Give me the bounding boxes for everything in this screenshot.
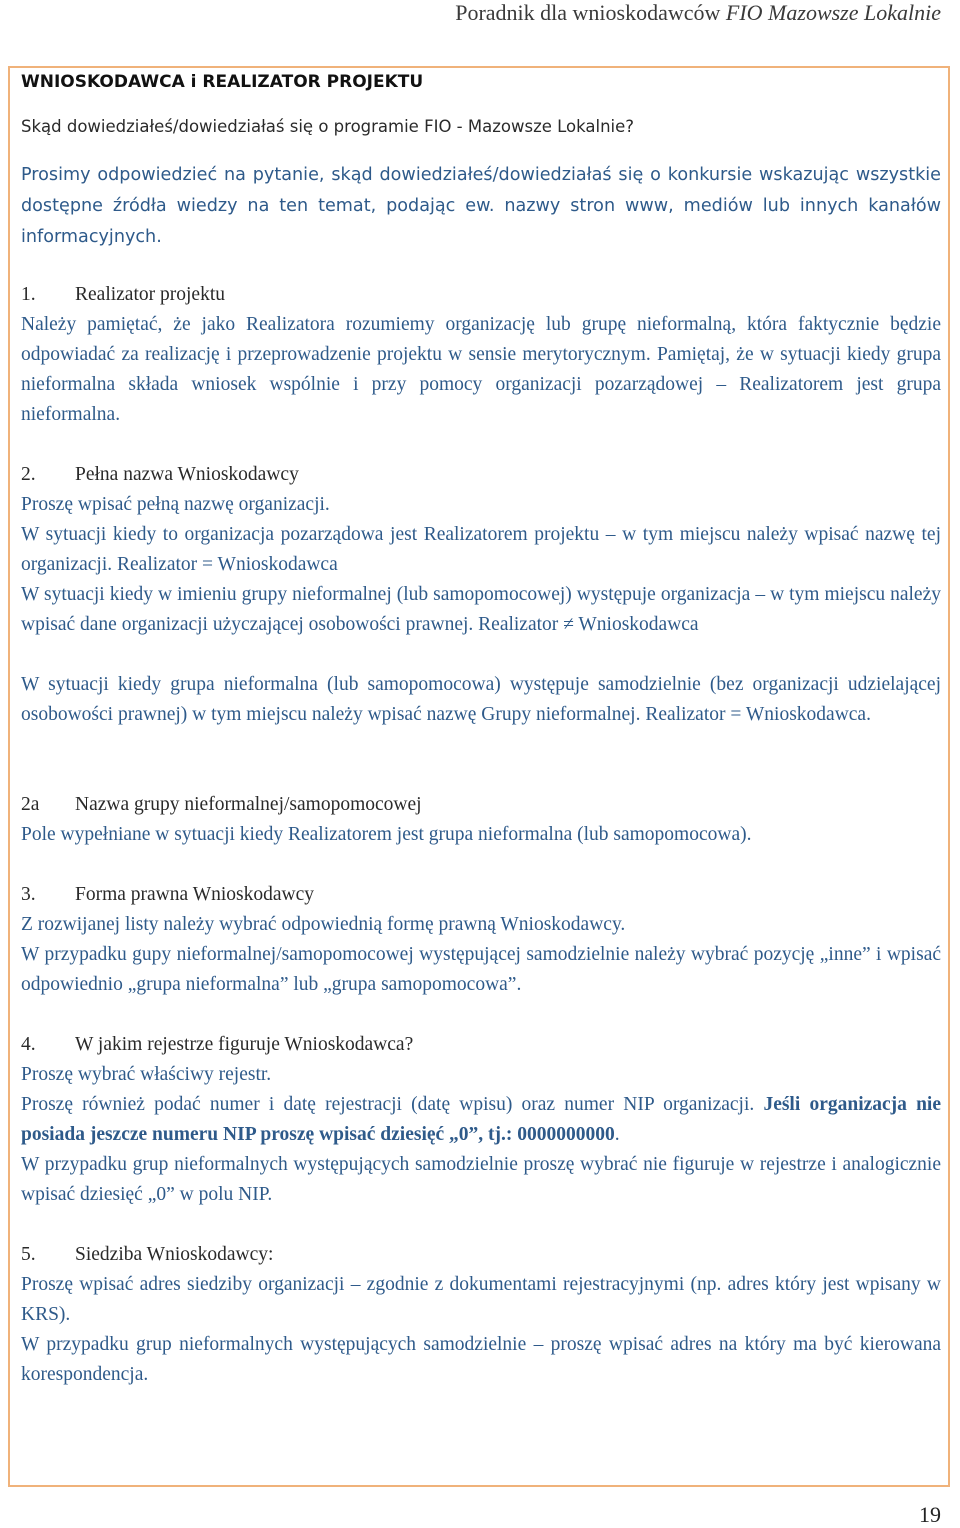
item1-text-part2: Pamiętaj, że w sytuacji kiedy grupa nieformalna składa wniosek wspólnie i przy pomocy organizacji pozarządowej – Realizatorem jest grupa nieformalna. [21, 344, 941, 425]
intro-instruction: Prosimy odpowiedzieć na pytanie, skąd dowiedziałeś/dowiedziałaś się o konkursie wskazując wszystkie dostępne źródła wiedzy na ten temat, podając ew. nazwy stron www, mediów lub innych kanałów informacyjnych. [21, 165, 941, 247]
item4-line2-end: . [614, 1124, 620, 1145]
item5-line2: W przypadku grup nieformalnych występujących samodzielnie – proszę wpisać adres na który ma być kierowana korespondencja. [21, 1334, 941, 1385]
item2-para3 [21, 670, 941, 730]
intro-question: Skąd dowiedziałeś/dowiedziałaś się o programie FIO - Mazowsze Lokalnie? [21, 117, 635, 136]
item2-para3-rule: Realizator = Wnioskodawca. [645, 704, 871, 725]
item2-para2-rule: Realizator ≠ Wnioskodawca [478, 614, 699, 635]
item5-line1: Proszę wpisać adres siedziby organizacji – zgodnie z dokumentami rejestracyjnymi (np. adres który jest wpisany w KRS). [21, 1274, 941, 1325]
item5-heading [21, 1240, 941, 1270]
page-number: 19 [919, 1502, 941, 1527]
item1-text [21, 310, 941, 430]
item1-number: 1. [21, 284, 36, 305]
item2-para3-text: W sytuacji kiedy grupa nieformalna (lub samopomocowa) występuje samodzielnie (bez organizacji udzielającej osobowości prawnej) w tym miejscu należy wpisać nazwę Grupy nieformalnej. [21, 674, 941, 725]
item5-title: Siedziba Wnioskodawcy: [75, 1244, 274, 1265]
item2-para1-text: W sytuacji kiedy to organizacja pozarządowa jest Realizatorem projektu – w tym miejscu należy wpisać nazwę tej organizacji. [21, 524, 941, 575]
item5-number: 5. [21, 1244, 36, 1265]
item2-para2-text: W sytuacji kiedy w imieniu grupy nieformalnej (lub samopomocowej) występuje organizacja – w tym miejscu należy wpisać dane organizacji użyczającej osobowości prawnej. [21, 584, 941, 635]
item2a-title: Nazwa grupy nieformalnej/samopomocowej [75, 794, 422, 815]
item3-title: Forma prawna Wnioskodawcy [75, 884, 314, 905]
item4-line3: W przypadku grup nieformalnych występujących samodzielnie proszę wybrać nie figuruje w rejestrze i analogicznie wpisać dziesięć „0” w polu NIP. [21, 1154, 941, 1205]
item2-para2 [21, 580, 941, 640]
item3-line2: W przypadku gupy nieformalnej/samopomocowej występującej samodzielnie należy wybrać pozycję „inne” i wpisać odpowiednio „grupa nieformalna” lub „grupa samopomocowa”. [21, 944, 941, 995]
item2-para1 [21, 520, 941, 580]
header-text: Poradnik dla wnioskodawców [455, 0, 726, 25]
item4-line2-text: Proszę również podać numer i datę rejestracji (datę wpisu) oraz numer NIP organizacji. [21, 1094, 764, 1115]
item2-para1-rule: Realizator = Wnioskodawca [117, 554, 338, 575]
item3-number: 3. [21, 884, 36, 905]
item2-title: Pełna nazwa Wnioskodawcy [75, 464, 299, 485]
item2-number: 2. [21, 464, 36, 485]
section-title: WNIOSKODAWCA i REALIZATOR PROJEKTU [21, 72, 424, 92]
item2a-text: Pole wypełniane w sytuacji kiedy Realizatorem jest grupa nieformalna (lub samopomocowa). [21, 824, 752, 845]
item4-line1: Proszę wybrać właściwy rejestr. [21, 1064, 272, 1085]
item1-heading [21, 280, 941, 310]
item1-text-part1: Należy pamiętać, że jako Realizatora rozumiemy organizację lub grupę nieformalną, która faktycznie będzie odpowiadać za realizację i przeprowadzenie projektu w sensie merytorycznym. [21, 314, 941, 365]
header-italic-text: FIO Mazowsze Lokalnie [725, 0, 941, 25]
item2-line1: Proszę wpisać pełną nazwę organizacji. [21, 494, 330, 515]
item4-number: 4. [21, 1034, 36, 1055]
running-header [455, 0, 941, 24]
item4-title: W jakim rejestrze figuruje Wnioskodawca? [75, 1034, 414, 1055]
item3-heading [21, 880, 941, 910]
item4-line2 [21, 1090, 941, 1150]
item2a-heading [21, 790, 941, 820]
item4-heading [21, 1030, 941, 1060]
item2a-number: 2a [21, 794, 40, 815]
item4-nip-note: Jeśli organizacja nie posiada jeszcze numeru NIP proszę wpisać dziesięć „0”, tj.: 0000000000 [21, 1094, 941, 1145]
item3-line1: Z rozwijanej listy należy wybrać odpowiednią formę prawną Wnioskodawcy. [21, 914, 626, 935]
item1-title: Realizator projektu [75, 284, 225, 305]
item2-heading [21, 460, 941, 490]
